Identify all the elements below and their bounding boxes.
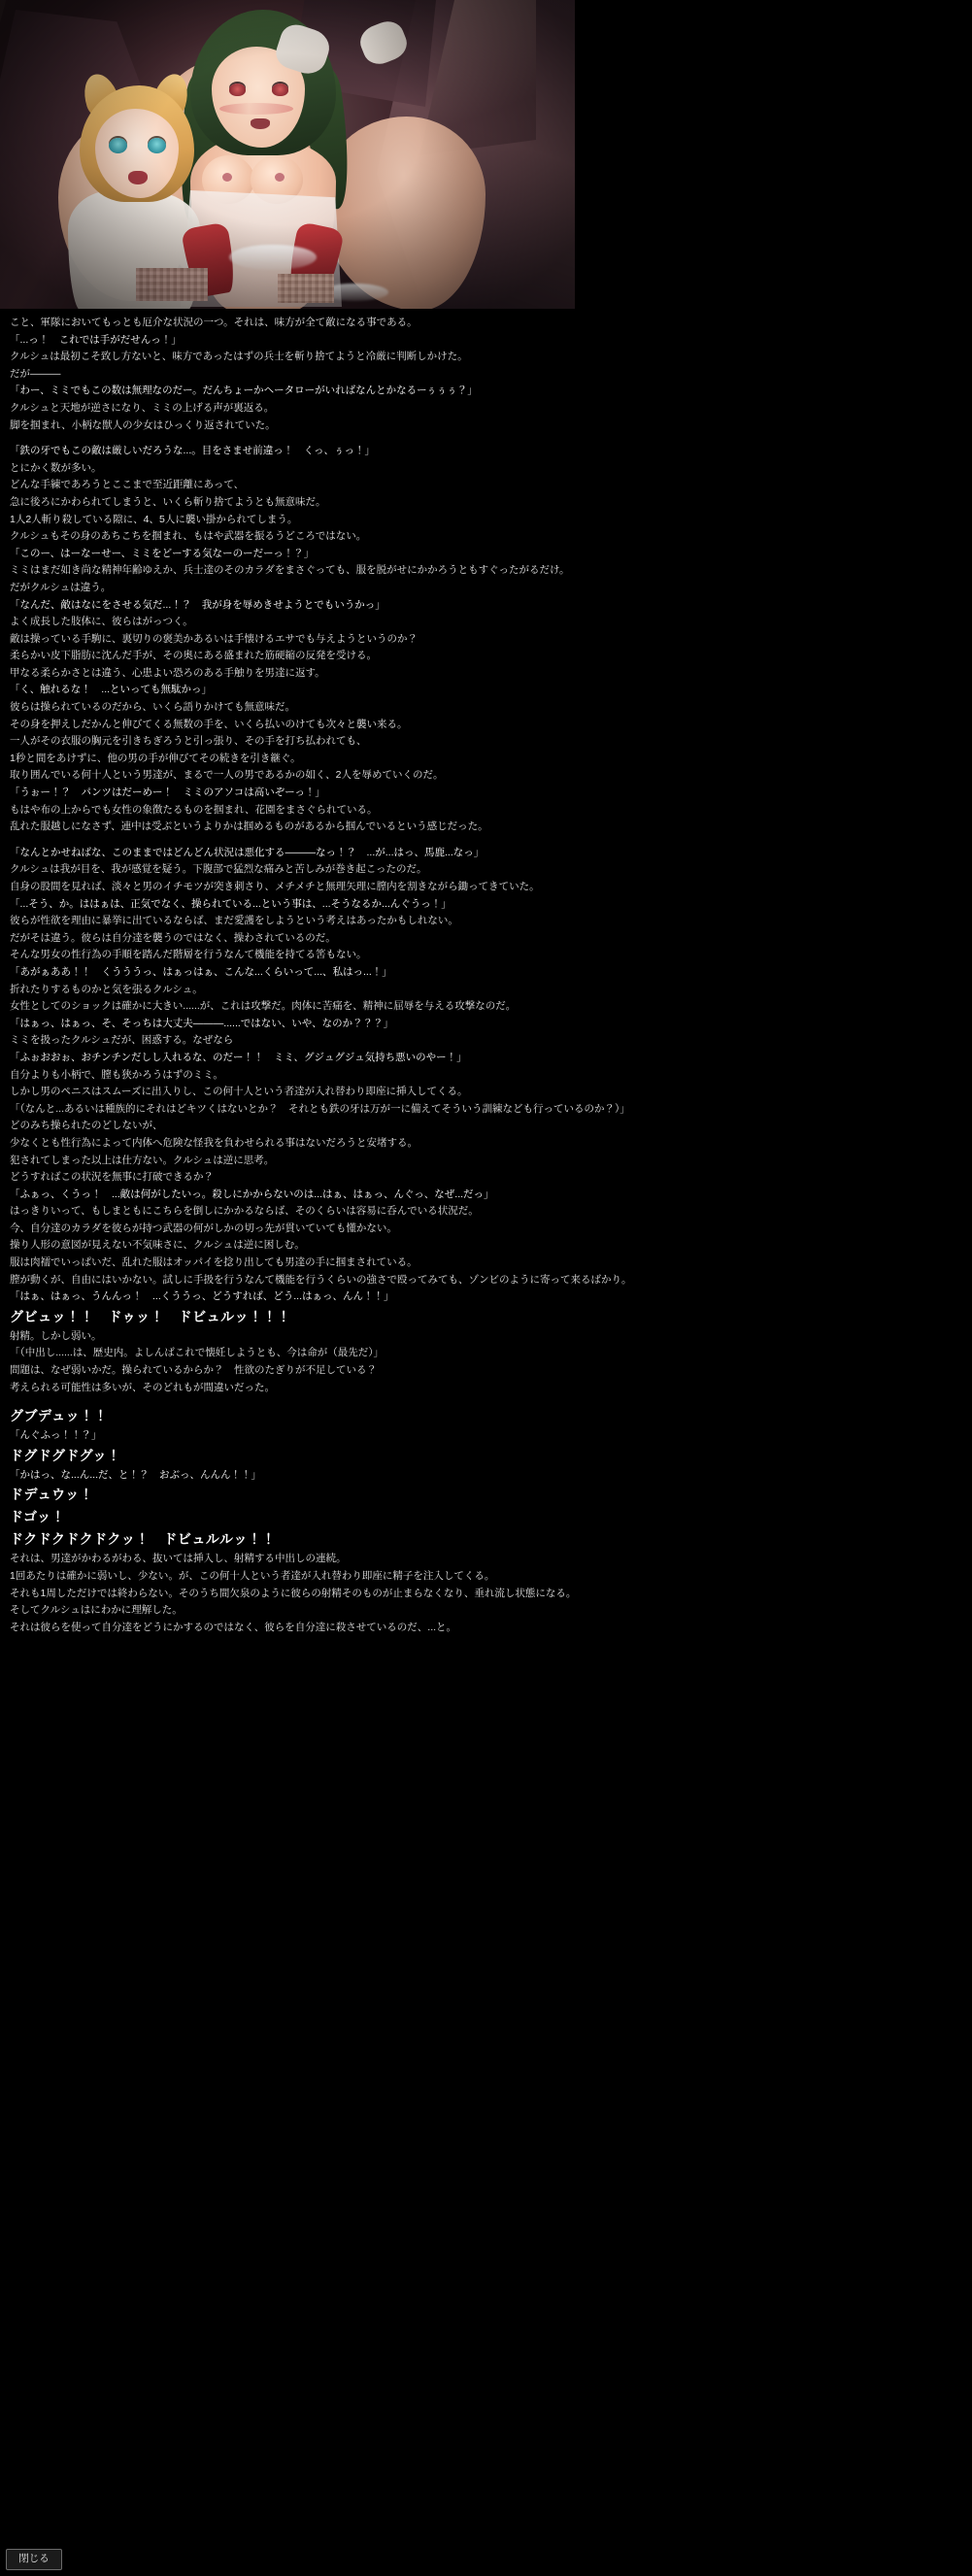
dialogue-line: 「く、触れるな！ ...といっても無駄かっ」 (10, 684, 213, 696)
paragraph-spacer (10, 1396, 962, 1405)
narration-line: 操り人形の意図が見えない不気味さに、クルシュは逆に困しむ。 (10, 1239, 305, 1252)
dialogue-line: 「ふぉおおぉ、おチンチンだしし入れるな、のだー！！ ミミ、グジュグジュ気持ち悪いのやー！」 (10, 1051, 467, 1063)
narration-line: とにかく数が多い。 (10, 461, 102, 474)
narration-line: こと、軍隊においてもっとも厄介な状況の一つ。それは、味方が全て敵になる事である。 (10, 317, 418, 328)
footer-bar (0, 2547, 972, 2576)
narration-line: 自身の股間を見れば、淡々と男のイチモツが突き刺さり、メチメチと無理矢理に膣内を割きながら鋤ってきていた。 (10, 881, 540, 892)
narration-line: それは、男達がかわるがわる、抜いては挿入し、射精する中出しの連続。 (10, 1553, 347, 1565)
narration-line: どうすればこの状況を無事に打破できるか？ (10, 1171, 214, 1184)
narration-line: 射精。しかし弱い。 (10, 1329, 102, 1342)
narration-line: ミミを扱ったクルシュだが、困惑する。なぜなら (10, 1034, 234, 1047)
sound-effect-line: ドグドグドグッ！ (10, 1447, 121, 1463)
narration-line: 柔らかい皮下脂肪に沈んだ手が、その奥にある盛まれた筋硬縮の反発を受ける。 (10, 650, 377, 662)
dialogue-line: 「かはっ、な...ん...だ、と！？ おぶっ、んんん！！」 (10, 1468, 262, 1481)
narration-line: 1回あたりは確かに弱いし、少ない。が、この何十人という者達が入れ替わり即座に精子を注入してくる。 (10, 1570, 495, 1582)
dialogue-line: 「なんだ、敵はなにをさせる気だ...！？ 我が身を辱めきせようとでもいうかっ」 (10, 598, 385, 611)
sound-effect-line: ドクドクドクドクッ！ ドビュルルッ！！ (10, 1531, 277, 1548)
narration-line: 「（中出し......は、歴史内。よしんばこれで懐妊しようとも、今は命が（最先だ）」 (10, 1347, 385, 1359)
narration-line: 折れたりするものかと気を張るクルシュ。 (10, 983, 203, 995)
narration-line: 1人2人斬り殺している隙に、4、5人に襲い掛かられてしまう。 (10, 513, 298, 525)
narration-line: 1秒と間をあけずに、他の男の手が伸びてその続きを引き継ぐ。 (10, 752, 301, 764)
narration-line: 乱れた服越しになさず、連中は受ぶというよりかは掴めるものがあるから掴んでいるという感じだった。 (10, 820, 488, 833)
narration-line: 少なくとも性行為によって内体へ危険な怪我を負わせられる事はないだろうと安堵する。 (10, 1136, 418, 1149)
narration-line: それは彼らを使って自分達をどうにかするのではなく、彼らを自分達に殺させているのだ、...と。 (10, 1621, 457, 1633)
narration-line: クルシュは我が目を、我が感覚を疑う。下腹部で猛烈な痛みと苦しみが巻き起こったのだ。 (10, 863, 427, 876)
narration-line: 自分よりも小柄で、膣も狭かろうはずのミミ。 (10, 1068, 223, 1081)
dialogue-line: 「うぉー！？ パンツはだーめー！ ミミのアソコは高いぞーっ！」 (10, 786, 325, 799)
narration-line: それも1周しただけでは終わらない。そのうち間欠泉のように彼らの射精そのものが止まらなくなり、垂れ流し状態になる。 (10, 1587, 577, 1599)
scene-illustration (0, 0, 575, 309)
paragraph-spacer (10, 434, 962, 443)
narration-line: 膣が動くが、自由にはいかない。試しに手扱を行うなんて機能を行うくらいの強さで殴ってみても、ゾンビのように寄って来るばかり。 (10, 1273, 632, 1286)
dialogue-line: 「ふぁっ、くうっ！ ...敵は何がしたいっ。殺しにかからないのは...はぁ、はぁっ、んぐっ、なぜ...だっ」 (10, 1188, 494, 1200)
narration-line: 問題は、なぜ弱いかだ。操られているからか？ 性欲のたぎりが不足している？ (10, 1364, 377, 1377)
narration-line: どのみち操られたのどしないが、 (10, 1120, 163, 1132)
narration-line: 急に後ろにかわられてしまうと、いくら斬り捨てようとも無意味だ。 (10, 495, 326, 508)
narration-line: 考えられる可能性は多いが、そのどれもが間違いだった。 (10, 1381, 275, 1393)
narration-line: 脚を掴まれ、小柄な獣人の少女はひっくり返されていた。 (10, 418, 276, 431)
narration-line: だがクルシュは違う。 (10, 581, 112, 593)
narration-line: しかし男のペニスはスムーズに出入りし、この何十人という者達が入れ替わり即座に挿入してくる。 (10, 1086, 468, 1098)
narration-line: よく成長した肢体に、彼らはがっつく。 (10, 616, 193, 628)
narration-line: 甲なる柔らかさとは違う、心患よい恐ろのある手触りを男達に返す。 (10, 666, 325, 679)
narration-line: 取り囲んでいる何十人という男達が、まるで一人の男であるかの如く、2人を辱めていくのだ。 (10, 769, 444, 782)
dialogue-line: 「はぁ、はぁっ、うんんっ！ ...くううっ、どうすれば、どう...はぁっ、んん！！」 (10, 1290, 394, 1303)
narration-line: 彼らは操られているのだから、いくら語りかけても無意味だ。 (10, 701, 295, 714)
close-button[interactable]: 閉じる (6, 2549, 62, 2570)
narration-line: 犯されてしまった以上は仕方ない。クルシュは逆に思考。 (10, 1154, 275, 1166)
sound-effect-line: ドデュウッ！ (10, 1487, 94, 1503)
narration-line: もはや布の上からでも女性の象徴たるものを掴まれ、花園をまさぐられている。 (10, 803, 378, 816)
dialogue-line: 「あがぁああ！！ くうううっ、はぁっはぁ、こんな...くらいって...、私はっ...！」 (10, 965, 392, 978)
narration-line: はっきりいって、もしまともにこちらを倒しにかかるならば、そのくらいは容易に呑んでいる状況だ。 (10, 1205, 479, 1218)
story-text (0, 309, 972, 1636)
narration-line: ミミはまだ如き尚な精神年齢ゆえか、兵士達のそのカラダをまさぐっても、服を脱がせにかかろうともすぐったがるだけ。 (10, 564, 570, 577)
dialogue-line: 「...そう、か。ははぁは、正気でなく、操られている...という事は、...そうなるか...んぐうっ！」 (10, 897, 452, 910)
narration-line: そんな男女の性行為の手順を踏んだ階層を行うなんて機能を持てる筈もない。 (10, 949, 367, 961)
dialogue-line: 「このー、はーなーせー、ミミをどーする気なーのーだーっ！？」 (10, 547, 315, 559)
dialogue-line: 「わー、ミミでもこの数は無理なのだー。だんちょーかヘータローがいればなんとかなるーぅぅぅ？」 (10, 385, 478, 397)
sound-effect-line: グビュッ！！ ドゥッ！ ドビュルッ！！！ (10, 1308, 291, 1324)
narration-line: 女性としてのショックは確かに大きい......が、これは攻撃だ。肉体に苦痛を、精神に屈辱を与える攻撃なのだ。 (10, 1000, 517, 1013)
dialogue-line: 「なんとかせねばな、このままではどんどん状況は悪化する———なっ！？ ...が...はっ、馬鹿...なっ」 (10, 846, 485, 858)
dialogue-line: 「はぁっ、はぁっ、そ、そっちは大丈夫———......ではない、いや、なのか？？？」 (10, 1017, 394, 1029)
narration-line: 彼らが性欲を理由に暴挙に出ているならば、まだ愛護をしようという考えはあったかもしれない。 (10, 915, 458, 927)
illustration-vignette (0, 0, 575, 309)
sound-effect-line: ドゴッ！ (10, 1509, 66, 1525)
narration-line: クルシュと天地が逆さになり、ミミの上げる声が裏返る。 (10, 401, 275, 414)
narration-line: 今、自分達のカラダを彼らが持つ武器の何がしかの切っ先が貫いていても懂かない。 (10, 1221, 397, 1234)
narration-line: だがそは違う。彼らは自分達を襲うのではなく、操わされているのだ。 (10, 931, 336, 944)
narration-line: クルシュは最初こそ致し方ないと、味方であったはずの兵士を斬り捨てようと冷厳に判断しかけた。 (10, 351, 468, 363)
narration-line: その身を押えしだかんと伸びてくる無数の手を、いくら払いのけても次々と襲い来る。 (10, 718, 408, 730)
narration-line: 敵は操っている手駒に、裏切りの褒美かあるいは手懐けるエサでも与えようというのか？ (10, 632, 418, 645)
narration-line: 「（なんと...あるいは種族的にそれはどキツくはないとか？ それとも鉄の牙は万が一に備えてそういう訓練なども行っているのか？）」 (10, 1102, 630, 1115)
paragraph-spacer (10, 836, 962, 845)
sound-effect-line: グブデュッ！！ (10, 1408, 109, 1424)
narration-line: 一人がその衣服の胸元を引きちぎろうと引っ張り、その手を打ち払われても、 (10, 735, 367, 748)
dialogue-line: 「...っ！ これでは手がだせんっ！」 (10, 333, 182, 346)
narration-line: クルシュもその身のあちこちを掴まれ、もはや武器を振るうどころではない。 (10, 530, 367, 543)
narration-line: だが——— (10, 367, 61, 380)
dialogue-line: 「んぐふっ！！？」 (10, 1429, 102, 1442)
narration-line: 服は肉襦でいっぱいだ、乱れた服はオッパイを捻り出しても男達の手に掴まされている。 (10, 1256, 418, 1269)
narration-line: そしてクルシュはにわかに理解した。 (10, 1604, 183, 1617)
narration-line: どんな手練であろうとここまで至近距離にあって、 (10, 479, 245, 491)
dialogue-line: 「鉄の牙でもこの敵は厳しいだろうな...。目をさませ前違っ！ くっ、ぅっ！」 (10, 445, 376, 457)
